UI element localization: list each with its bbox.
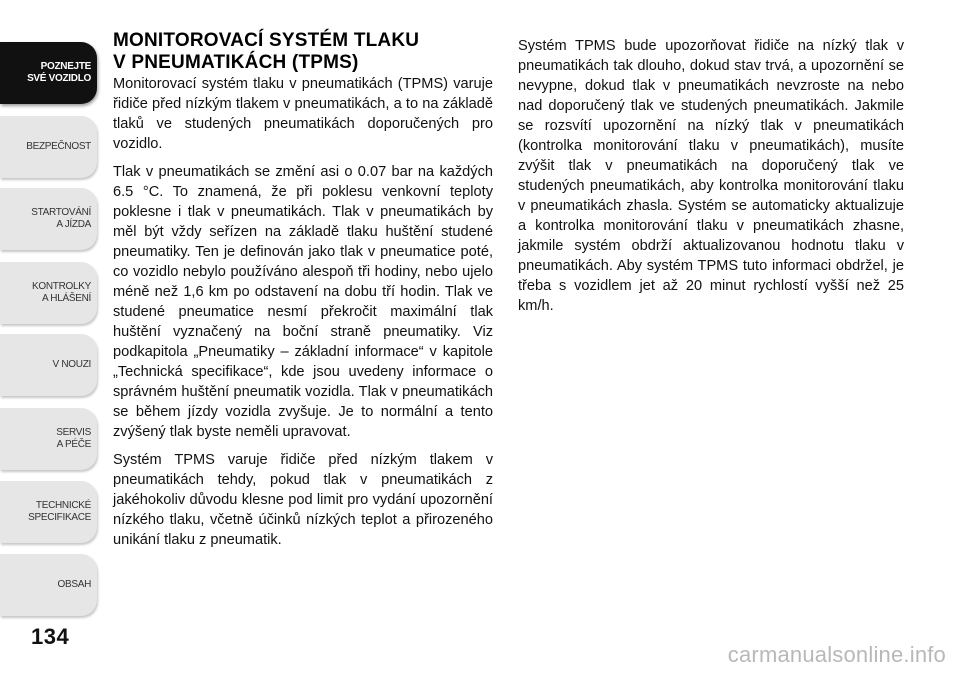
tab-bezpecnost[interactable] xyxy=(0,116,97,178)
tab-poznejte-sve-vozidlo[interactable] xyxy=(0,42,97,104)
paragraph-tpms-warning: Systém TPMS varuje řidiče před nízkým tlakem v pneumatikách tehdy, pokud tlak v pneumatikách z jakéhokoliv důvodu klesne pod limit pro vydání upozornění nízkého tlaku, včetně účinků nízkých teplot a přirozeného unikání tlaku z pneumatik. xyxy=(113,452,493,548)
tab-label: STARTOVÁNÍ A JÍZDA xyxy=(31,207,91,230)
tab-kontrolky-a-hlaseni[interactable] xyxy=(0,262,97,324)
tab-label: SERVIS A PÉČE xyxy=(56,427,91,450)
tab-label: V NOUZI xyxy=(52,359,91,370)
tab-v-nouzi[interactable] xyxy=(0,334,97,396)
tab-label: KONTROLKY A HLÁŠENÍ xyxy=(32,281,91,304)
section-title-line-2: V PNEUMATIKÁCH (TPMS) xyxy=(113,52,359,73)
watermark-text: carmanualsonline.info xyxy=(727,642,946,667)
tab-servis-a-pece[interactable] xyxy=(0,408,97,470)
chapter-sidebar xyxy=(0,0,99,678)
tab-technicke-specifikace[interactable] xyxy=(0,481,97,543)
tab-startovani-a-jizda[interactable] xyxy=(0,188,97,250)
paragraph-pressure-temperature: Tlak v pneumatikách se změní asi o 0.07 bar na každých 6.5 °C. To znamená, že při poklesu venkovní teploty poklesne i tlak v pneumatikách. Tlak v pneumatikách by měl být vždy seřízen na základě tlaku huštění studené pneumatiky. Ten je definován jako tlak v pneumatice poté, co vozidlo nebylo používáno alespoň tři hodiny, nebo ujelo méně než 1,6 km po odstavení na dobu tří hodin. Tlak ve studené pneumatice nesmí překročit maximální tlak huštění vyznačený na boční straně pneumatiky. Viz podkapitola „Pneumatiky – základní informace“ v kapitole „Technická specifikace“, kde jsou uvedeny informace o správném huštění pneumatik vozidla. Tlak v pneumatikách se během jízdy vozidla zvyšuje. Je to normální a tento zvýšený tlak byste neměli upravovat. xyxy=(113,164,493,440)
paragraph-intro: Monitorovací systém tlaku v pneumatikách (TPMS) varuje řidiče před nízkým tlakem v pneumatikách, a to na základě tlaků ve studených pneumatikách doporučených pro vozidlo. xyxy=(113,76,493,152)
article-column-left xyxy=(113,30,493,558)
tab-label: BEZPEČNOST xyxy=(26,141,91,152)
article-column-right xyxy=(518,36,904,324)
page-number: 134 xyxy=(31,624,70,649)
tab-obsah[interactable] xyxy=(0,554,97,616)
section-title xyxy=(113,30,493,74)
tab-label: TECHNICKÉ SPECIFIKACE xyxy=(28,500,91,523)
tab-label: POZNEJTE SVÉ VOZIDLO xyxy=(27,61,91,84)
tab-label: OBSAH xyxy=(57,579,91,590)
paragraph-tpms-reset: Systém TPMS bude upozorňovat řidiče na nízký tlak v pneumatikách tak dlouho, dokud stav trvá, a upozornění se nevypne, dokud tlak v pneumatikách nevzroste na nebo nad doporučený tlak ve studených pneumatikách. Jakmile se rozsvítí upozornění na nízký tlak v pneumatikách (kontrolka monitorování tlaku v pneumatikách), musíte zvýšit tlak v pneumatikách na doporučený tlak ve studených pneumatikách, aby kontrolka monitorování tlaku v pneumatikách zhasla. Systém se automaticky aktualizuje a kontrolka monitorování tlaku v pneumatikách zhasne, jakmile systém obdrží aktualizovanou hodnotu tlaku v pneumatikách. Aby systém TPMS tuto informaci obdržel, je třeba s vozidlem jet až 20 minut rychlostí vyšší než 25 km/h. xyxy=(518,38,904,314)
section-title-line-1: MONITOROVACÍ SYSTÉM TLAKU xyxy=(113,30,420,51)
